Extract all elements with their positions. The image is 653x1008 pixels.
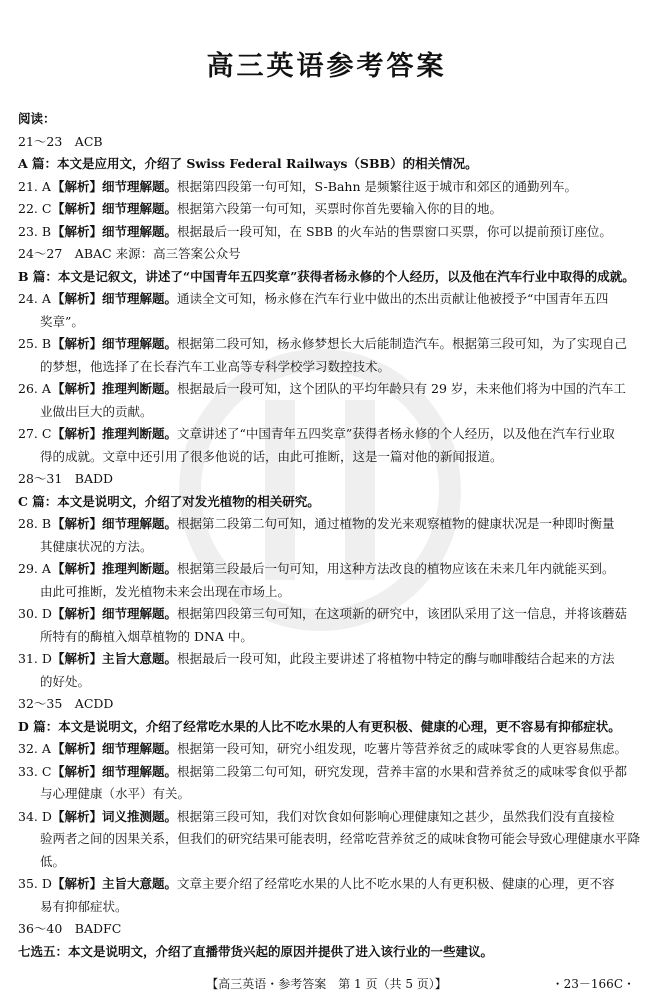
explanation-continued: 得的成就。文章中还引用了很多他说的话，由此可推断，这是一篇对他的新闻报道。 xyxy=(40,448,503,464)
answer-item xyxy=(18,873,642,896)
answer-range: 36～40 BADFC xyxy=(18,921,122,936)
question-answer: 32. A xyxy=(18,741,51,756)
question-answer: 25. B xyxy=(18,336,52,351)
reading-label: 阅读： xyxy=(18,111,56,126)
answer-item xyxy=(18,761,642,784)
question-answer: 27. C xyxy=(18,426,52,441)
question-answer: 28. B xyxy=(18,516,52,531)
answer-item xyxy=(18,198,642,221)
footer-code: ・23－166C・ xyxy=(551,977,635,991)
question-type-tag: 【解析】细节理解题。 xyxy=(52,336,178,351)
question-type-tag: 【解析】细节理解题。 xyxy=(52,201,178,216)
passage-intro: 七选五：本文是说明文，介绍了直播带货兴起的原因并提供了进入该行业的一些建议。 xyxy=(18,943,494,959)
explanation-text: 根据最后一段可知，这个团队的平均年龄只有 29 岁，未来他们将为中国的汽车工 xyxy=(177,381,626,396)
explanation-text: 根据第六段第一句可知，买票时你首先要输入你的目的地。 xyxy=(177,201,503,216)
answer-item xyxy=(18,288,642,311)
question-type-tag: 【解析】推理判断题。 xyxy=(52,381,178,396)
explanation-continued: 易有抑郁症状。 xyxy=(40,898,128,914)
question-type-tag: 【解析】推理判断题。 xyxy=(52,426,178,441)
question-answer: 21. A xyxy=(18,178,51,194)
question-type-tag: 【解析】词义推测题。 xyxy=(52,808,178,824)
explanation-text: 根据第二段第二句可知，研究发现，营养丰富的水果和营养贫乏的咸味零食似乎都 xyxy=(177,763,628,779)
question-answer: 29. A xyxy=(18,561,51,576)
explanation-text: 通读全文可知，杨永修在汽车行业中做出的杰出贡献让他被授予“中国青年五四 xyxy=(177,291,609,306)
explanation-text: 根据最后一段可知，在 SBB 的火车站的售票窗口买票，你可以提前预订座位。 xyxy=(177,223,612,239)
explanation-continued: 的梦想，他选择了在长春汽车工业高等专科学校学习数控技术。 xyxy=(40,358,391,374)
explanation-text: 根据第四段第一句可知，S-Bahn 是频繁往返于城市和郊区的通勤列车。 xyxy=(177,178,577,194)
question-answer: 24. A xyxy=(18,291,51,306)
answer-item xyxy=(18,221,642,244)
answer-range: 21～23 ACB xyxy=(18,133,103,149)
explanation-continued: 由此可推断，发光植物未来会出现在市场上。 xyxy=(40,583,291,599)
answer-item xyxy=(18,806,642,829)
question-answer: 23. B xyxy=(18,223,52,239)
explanation-text: 根据第二段第二句可知，通过植物的发光来观察植物的健康状况是一种即时衡量 xyxy=(177,516,615,531)
explanation-continued: 业做出巨大的贡献。 xyxy=(40,403,153,419)
answer-item xyxy=(18,423,642,446)
passage-intro: A 篇：本文是应用文，介绍了 Swiss Federal Railways（SBB）的相关情况。 xyxy=(18,156,478,171)
explanation-continued: 奖章”。 xyxy=(40,313,84,329)
answer-range: 24～27 ABAC 来源：高三答案公众号 xyxy=(18,246,241,261)
question-type-tag: 【解析】主旨大意题。 xyxy=(52,876,178,891)
explanation-continued: 其健康状况的方法。 xyxy=(40,538,153,554)
explanation-text: 根据第四段第三句可知，在这项新的研究中，该团队采用了这一信息，并将该蘑菇 xyxy=(177,606,628,621)
answer-item xyxy=(18,333,642,356)
footer-page-info: 【高三英语・参考答案 第 1 页（共 5 页）】 xyxy=(206,977,447,991)
explanation-continued: 与心理健康（水平）有关。 xyxy=(40,786,191,801)
explanation-continued: 的好处。 xyxy=(40,673,91,689)
explanation-text: 根据第一段可知，研究小组发现，吃薯片等营养贫乏的咸味零食的人更容易焦虑。 xyxy=(177,741,628,756)
answer-item xyxy=(18,738,642,761)
answer-item xyxy=(18,648,642,671)
explanation-continued: 所特有的酶植入烟草植物的 DNA 中。 xyxy=(40,628,253,644)
question-type-tag: 【解析】主旨大意题。 xyxy=(52,651,178,666)
question-answer: 34. D xyxy=(18,808,52,824)
answer-range: 32～35 ACDD xyxy=(18,696,114,711)
explanation-text: 文章讲述了“中国青年五四奖章”获得者杨永修的个人经历，以及他在汽车行业取 xyxy=(177,426,615,441)
question-type-tag: 【解析】细节理解题。 xyxy=(52,763,178,779)
answer-item xyxy=(18,176,642,199)
passage-intro: B 篇：本文是记叙文，讲述了“中国青年五四奖章”获得者杨永修的个人经历，以及他在汽车行业中取得的成就。 xyxy=(18,268,635,284)
explanation-text: 根据第三段最后一句可知，用这种方法改良的植物应该在未来几年内就能买到。 xyxy=(177,561,615,576)
question-answer: 30. D xyxy=(18,606,52,621)
answer-range: 28～31 BADD xyxy=(18,471,114,486)
question-type-tag: 【解析】推理判断题。 xyxy=(52,561,178,576)
question-type-tag: 【解析】细节理解题。 xyxy=(52,606,178,621)
explanation-text: 根据最后一段可知，此段主要讲述了将植物中特定的酶与咖啡酸结合起来的方法 xyxy=(177,651,615,666)
answer-item xyxy=(18,603,642,626)
explanation-continued: 验两者之间的因果关系，但我们的研究结果可能表明，经常吃营养贫乏的咸味食物可能会导致心理健康水平降低。 xyxy=(40,831,641,869)
question-answer: 33. C xyxy=(18,763,52,779)
passage-intro: C 篇：本文是说明文，介绍了对发光植物的相关研究。 xyxy=(18,493,320,509)
answer-item xyxy=(18,378,642,401)
question-answer: 22. C xyxy=(18,201,52,216)
page-title: 高三英语参考答案 xyxy=(206,51,447,82)
question-type-tag: 【解析】细节理解题。 xyxy=(52,516,178,531)
question-answer: 31. D xyxy=(18,651,52,666)
question-type-tag: 【解析】细节理解题。 xyxy=(52,741,178,756)
answer-content xyxy=(18,108,642,963)
passage-intro: D 篇：本文是说明文，介绍了经常吃水果的人比不吃水果的人有更积极、健康的心理，更不容易有抑郁症状。 xyxy=(18,718,621,734)
question-type-tag: 【解析】细节理解题。 xyxy=(52,291,178,306)
answer-item xyxy=(18,513,642,536)
question-answer: 35. D xyxy=(18,876,52,891)
explanation-text: 根据第二段可知，杨永修梦想长大后能制造汽车。根据第三段可知，为了实现自己 xyxy=(177,336,628,351)
question-type-tag: 【解析】细节理解题。 xyxy=(52,223,178,239)
question-type-tag: 【解析】细节理解题。 xyxy=(52,178,178,194)
explanation-text: 文章主要介绍了经常吃水果的人比不吃水果的人有更积极、健康的心理，更不容 xyxy=(177,876,615,891)
answer-item xyxy=(18,558,642,581)
question-answer: 26. A xyxy=(18,381,51,396)
explanation-text: 根据第三段可知，我们对饮食如何影响心理健康知之甚少，虽然我们没有直接检 xyxy=(177,808,615,824)
